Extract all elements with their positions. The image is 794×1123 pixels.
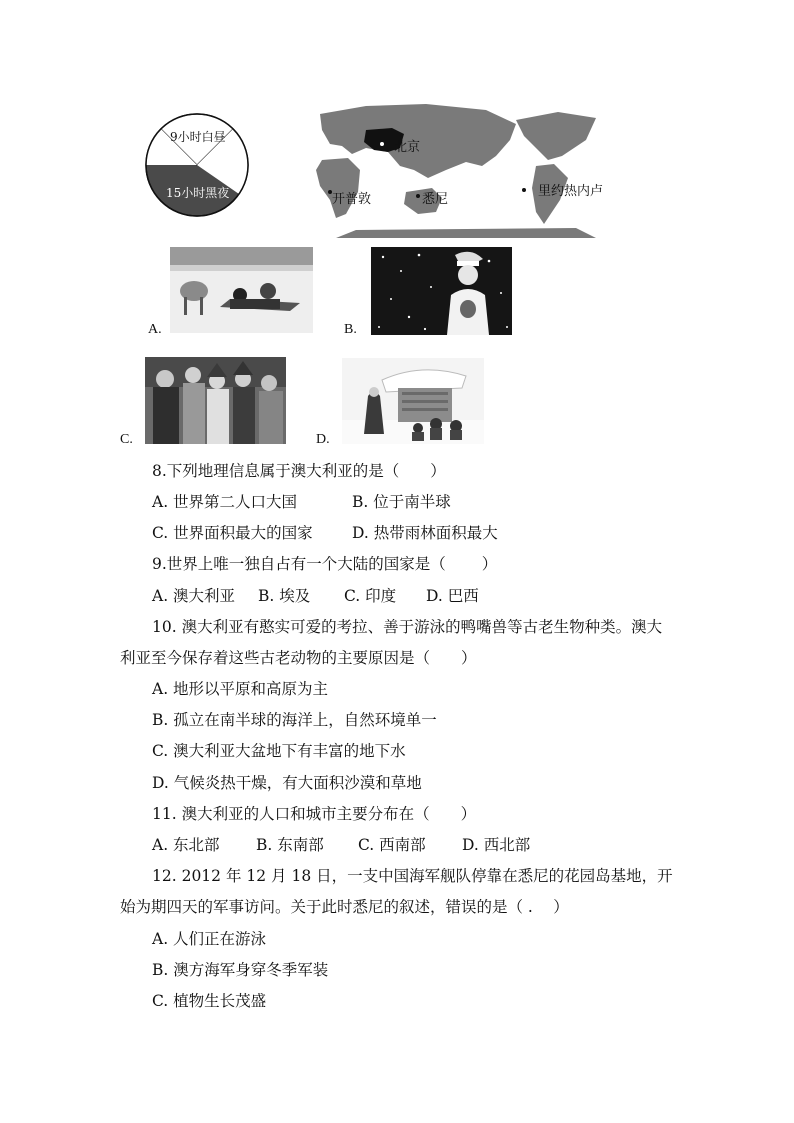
option-c-label: C.: [120, 432, 133, 447]
q12-option-b: B. 澳方海军身穿冬季军装: [152, 961, 329, 979]
q8-option-c: C. 世界面积最大的国家: [152, 524, 313, 542]
q9-stem: 9.世界上唯一独自占有一个大陆的国家是（ ）: [152, 555, 498, 573]
world-map: [296, 100, 614, 238]
photo-a-image: [170, 247, 313, 333]
option-b-label: B.: [344, 322, 357, 337]
map-label-beijing: 北京: [394, 140, 421, 155]
pie-day-label: 9小时白昼: [170, 130, 226, 144]
q8-stem: 8.下列地理信息属于澳大利亚的是（ ）: [152, 462, 446, 480]
map-label-sydney: 悉尼: [422, 192, 449, 207]
q8-option-b: B. 位于南半球: [352, 493, 451, 511]
q10-stem-line1: 10. 澳大利亚有憨实可爱的考拉、善于游泳的鸭嘴兽等古老生物种类。澳大: [152, 618, 663, 636]
q12-option-a: A. 人们正在游泳: [152, 930, 267, 948]
q10-stem-line2: 利亚至今保存着这些古老动物的主要原因是（ ）: [120, 649, 477, 667]
map-label-capetown: 开普敦: [332, 192, 372, 207]
q10-option-b: B. 孤立在南半球的海洋上，自然环境单一: [152, 711, 437, 729]
photo-b-girl-in-snow: [371, 247, 512, 335]
photo-a-reindeer-sleigh: [170, 247, 313, 333]
photo-c-image: [145, 357, 286, 444]
q10-option-a: A. 地形以平原和高原为主: [152, 680, 329, 698]
q10-option-d: D. 气候炎热干燥，有大面积沙漠和草地: [152, 774, 422, 792]
photo-c-group-celebration: [145, 357, 286, 444]
day-night-pie: [144, 112, 250, 218]
q12-option-c: C. 植物生长茂盛: [152, 992, 267, 1010]
q11-option-d: D. 西北部: [462, 836, 531, 854]
option-a-label: A.: [148, 322, 162, 337]
map-label-rio: 里约热内卢: [538, 184, 604, 199]
option-d-label: D.: [316, 432, 330, 447]
q11-option-c: C. 西南部: [358, 836, 426, 854]
q12-stem-line1: 12. 2012 年 12 月 18 日，一支中国海军舰队停靠在悉尼的花园岛基地，开: [152, 867, 673, 885]
q8-option-a: A. 世界第二人口大国: [152, 493, 298, 511]
q9-option-d: D. 巴西: [426, 587, 479, 605]
q9-option-c: C. 印度: [344, 587, 397, 605]
q9-option-a: A. 澳大利亚: [152, 587, 236, 605]
q10-option-c: C. 澳大利亚大盆地下有丰富的地下水: [152, 742, 406, 760]
world-map-svg: [296, 100, 614, 238]
q8-option-d: D. 热带雨林面积最大: [352, 524, 498, 542]
q11-stem: 11. 澳大利亚的人口和城市主要分布在（ ）: [152, 805, 477, 823]
pie-night-label: 15小时黑夜: [166, 186, 230, 200]
q12-stem-line2: 始为期四天的军事访问。关于此时悉尼的叙述，错误的是（ . ）: [120, 898, 569, 916]
photo-b-image: [371, 247, 512, 335]
photo-d-image: [342, 358, 484, 444]
q9-option-b: B. 埃及: [258, 587, 311, 605]
q11-option-a: A. 东北部: [152, 836, 220, 854]
q11-option-b: B. 东南部: [256, 836, 324, 854]
photo-d-snow-cabin: [342, 358, 484, 444]
